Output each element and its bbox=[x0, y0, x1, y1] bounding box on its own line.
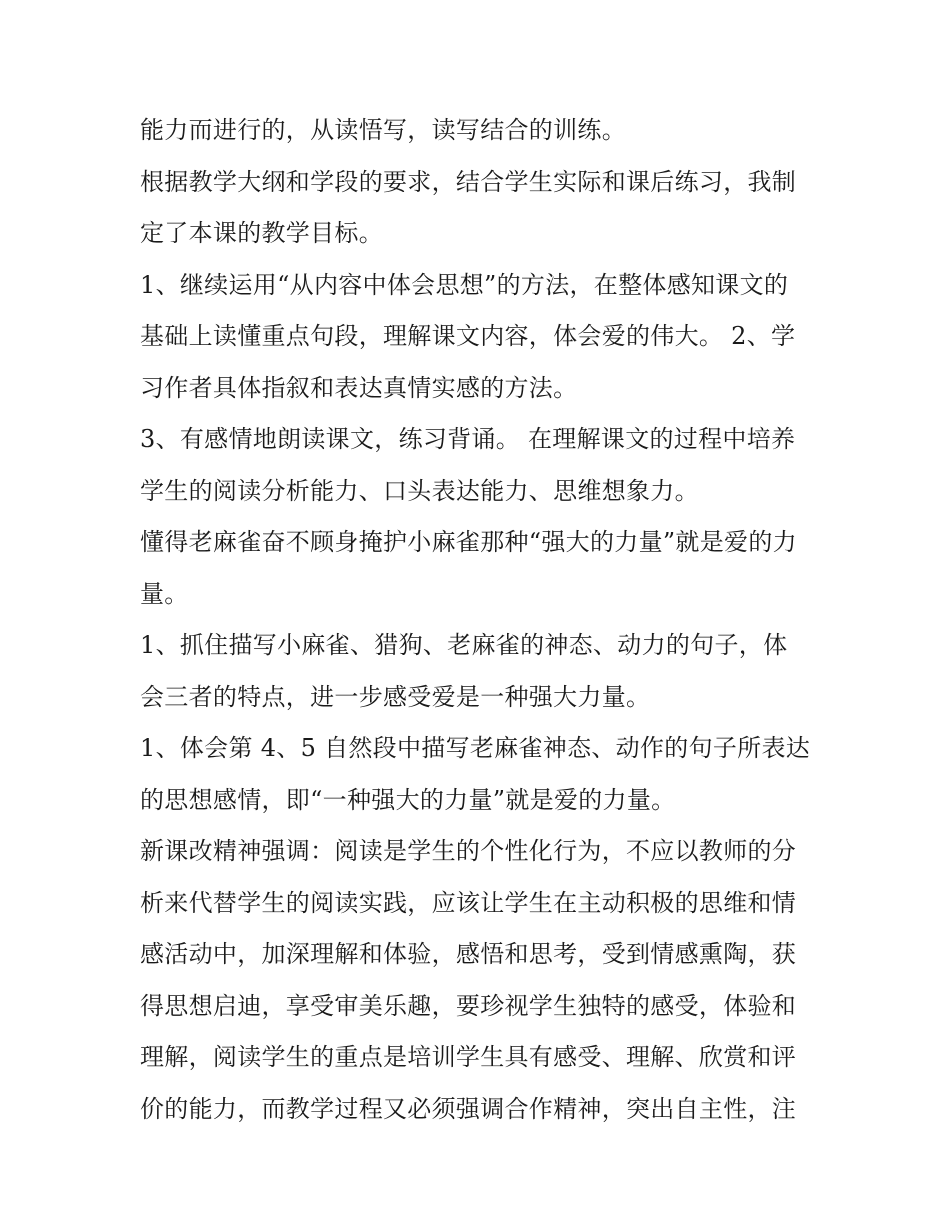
text-line: 学生的阅读分析能力、口头表达能力、思维想象力。 bbox=[140, 476, 699, 505]
text-line: 1、抓住描写小麻雀、猎狗、老麻雀的神态、动力的句子，体 bbox=[140, 631, 788, 659]
text-line: 感活动中，加深理解和体验，感悟和思考，受到情感熏陶，获 bbox=[140, 940, 797, 968]
text-line: 定了本课的教学目标。 bbox=[140, 219, 383, 247]
text-line: 懂得老麻雀奋不顾身掩护小麻雀那种“强大的力量”就是爱的力 bbox=[140, 528, 797, 556]
text-line: 根据教学大纲和学段的要求，结合学生实际和课后练习，我制 bbox=[140, 167, 797, 196]
body-text bbox=[140, 105, 820, 1135]
text-line: 量。 bbox=[140, 579, 189, 608]
text-line: 得思想启迪，享受审美乐趣，要珍视学生独特的感受，体验和 bbox=[140, 991, 797, 1020]
text-line: 价的能力，而教学过程又必须强调合作精神，突出自主性，注 bbox=[140, 1094, 797, 1123]
text-line: 1、继续运用“从内容中体会思想”的方法，在整体感知课文的 bbox=[140, 270, 789, 299]
text-line: 3、有感情地朗读课文，练习背诵。 在理解课文的过程中培养 bbox=[140, 425, 796, 453]
text-line: 基础上读懂重点句段，理解课文内容，体会爱的伟大。 2、学 bbox=[140, 322, 796, 350]
text-line: 新课改精神强调：阅读是学生的个性化行为，不应以教师的分 bbox=[140, 837, 797, 865]
text-line: 1、体会第 4、5 自然段中描写老麻雀神态、动作的句子所表达 bbox=[140, 734, 811, 762]
text-line: 能力而进行的，从读悟写，读写结合的训练。 bbox=[140, 116, 626, 144]
text-line: 理解，阅读学生的重点是培训学生具有感受、理解、欣赏和评 bbox=[140, 1043, 797, 1071]
text-line: 习作者具体指叙和表达真情实感的方法。 bbox=[140, 373, 578, 402]
text-line: 会三者的特点，进一步感受爱是一种强大力量。 bbox=[140, 682, 651, 711]
text-line: 的思想感情，即“一种强大的力量”就是爱的力量。 bbox=[140, 785, 676, 814]
text-line: 析来代替学生的阅读实践，应该让学生在主动积极的思维和情 bbox=[140, 888, 797, 917]
